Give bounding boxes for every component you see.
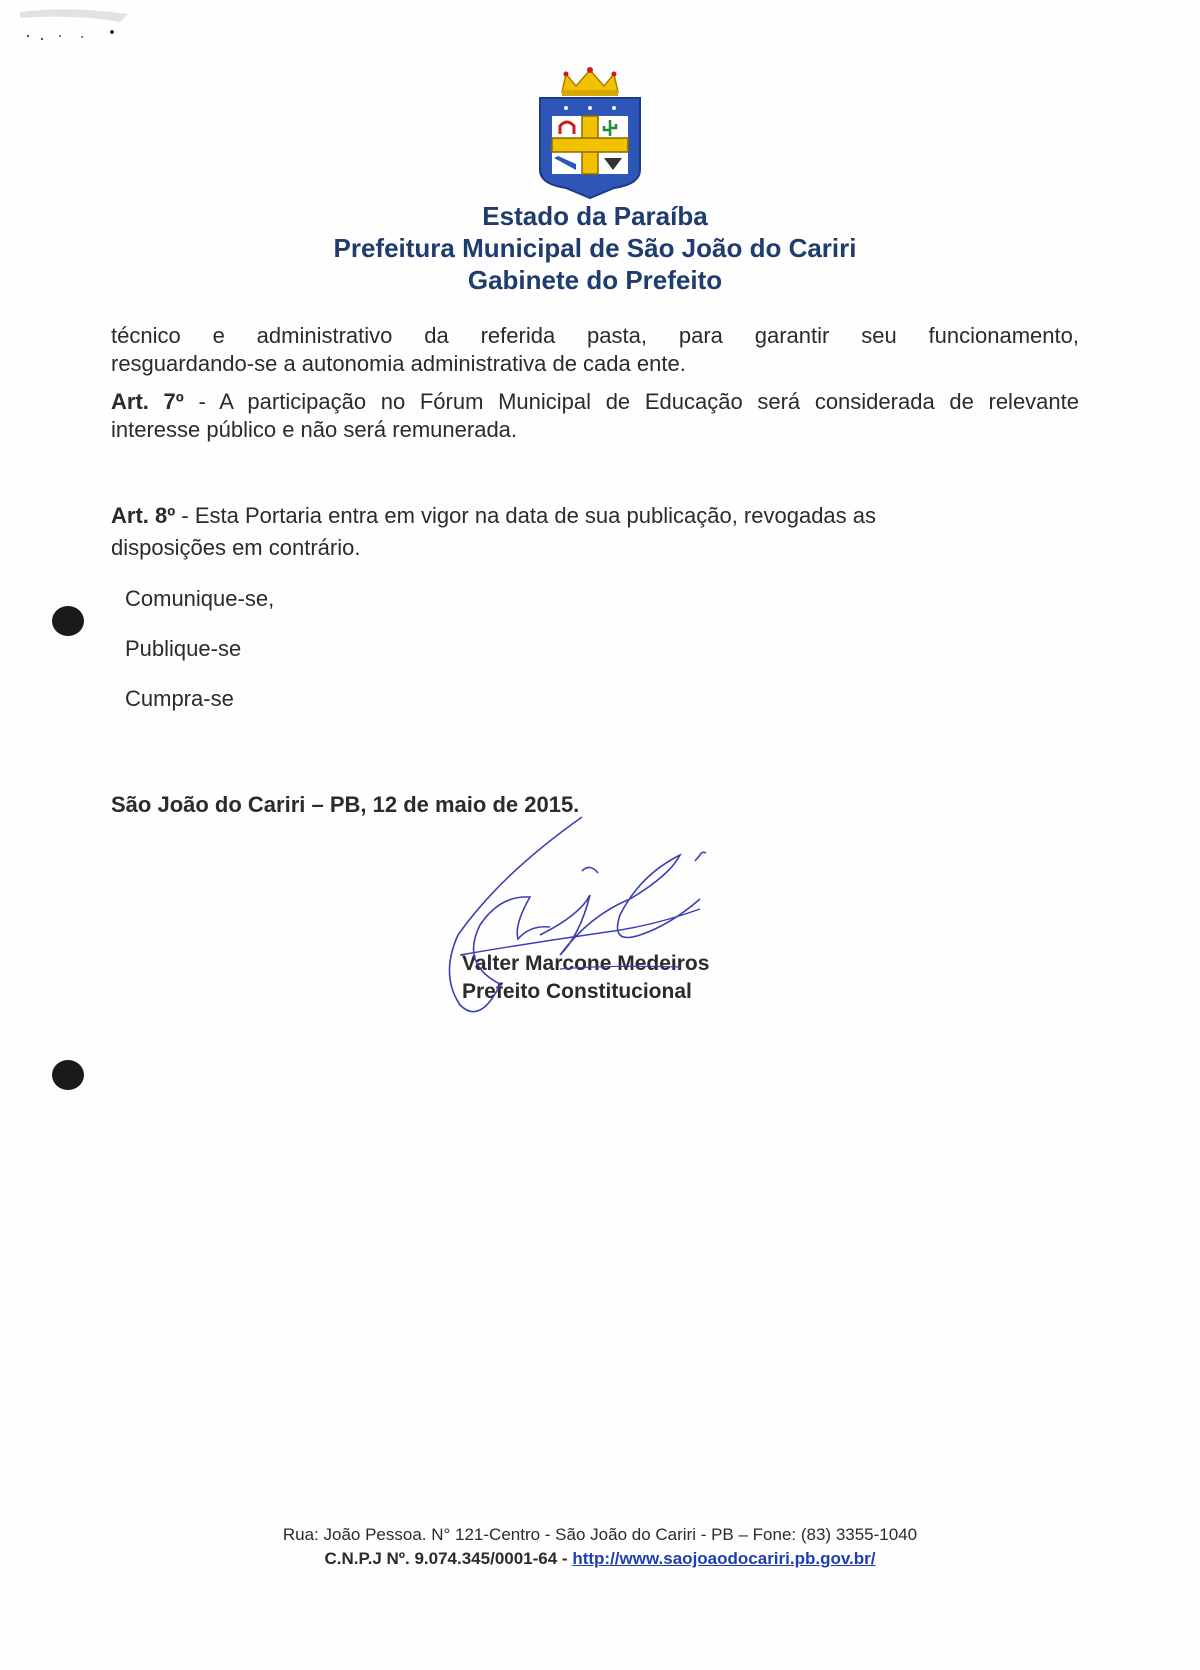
footer-website-link[interactable]: http://www.saojoaodocariri.pb.gov.br/: [572, 1549, 876, 1568]
article-7-line-1: [111, 388, 1079, 416]
continuation-line-2: resguardando-se a autonomia administrativa de cada ente.: [111, 351, 686, 376]
signatory-title: Prefeito Constitucional: [462, 980, 692, 1003]
state-name: Estado da Paraíba: [482, 201, 708, 231]
office-name: Gabinete do Prefeito: [467, 265, 723, 295]
coat-of-arms-icon: [536, 66, 644, 200]
signature-icon: [440, 815, 760, 1035]
punch-hole-icon: [52, 606, 84, 636]
footer-address: Rua: João Pessoa. N° 121-Centro - São João do Cariri - PB – Fone: (83) 3355-1040: [282, 1525, 918, 1544]
article-7-line-2: interesse público e não será remunerada.: [111, 417, 518, 442]
footer-cnpj: C.N.P.J Nº. 9.074.345/0001-64 -: [324, 1549, 573, 1568]
footer-registration: [150, 1547, 1050, 1571]
punch-hole-icon: [52, 1060, 84, 1090]
date-line: São João do Cariri – PB, 12 de maio de 2015.: [111, 792, 580, 817]
closing-publish: Publique-se: [125, 636, 242, 661]
closing-comply: Cumpra-se: [125, 686, 234, 711]
article-7-text: - A participação no Fórum Municipal de Educação será considerada de relevante: [183, 389, 1079, 414]
footer: [150, 1523, 1050, 1571]
article-8-text: - Esta Portaria entra em vigor na data de sua publicação, revogadas as: [175, 503, 877, 528]
article-7-label: Art. 7º: [111, 389, 184, 414]
scan-artifact-icon: [20, 6, 130, 46]
closing-communicate: Comunique-se,: [125, 586, 275, 611]
letterhead: [200, 200, 990, 296]
article-8-label: Art. 8º: [111, 503, 176, 528]
signatory-name: Valter Marcone Medeiros: [462, 952, 710, 975]
prefecture-name: Prefeitura Municipal de São João do Cariri: [333, 233, 857, 263]
article-8-line-2: disposições em contrário.: [111, 535, 361, 560]
continuation-line-1: técnico e administrativo da referida pasta, para garantir seu funcionamento,: [111, 323, 1079, 348]
article-8-line-1: [111, 502, 1011, 530]
